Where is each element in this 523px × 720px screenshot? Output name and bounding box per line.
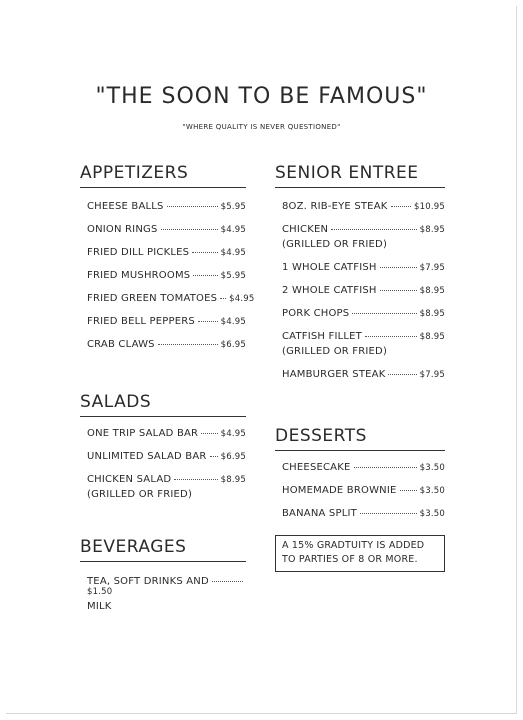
section-heading-salads: SALADS xyxy=(80,392,246,417)
menu-item xyxy=(282,285,445,296)
menu-item-name: CHICKEN xyxy=(282,224,329,235)
menu-item-price: $6.95 xyxy=(220,452,246,462)
menu-item-price: $3.50 xyxy=(419,486,445,496)
menu-item-name: FRIED BELL PEPPERS xyxy=(87,316,195,327)
dot-leader xyxy=(380,267,417,268)
menu-item-name: CHICKEN SALAD xyxy=(87,474,172,485)
menu-item xyxy=(282,262,445,273)
menu-item-price: $6.95 xyxy=(220,340,246,350)
beverages-section xyxy=(80,537,246,612)
menu-item xyxy=(282,462,445,473)
menu-item xyxy=(87,201,246,212)
menu-item-name: UNLIMITED SALAD BAR xyxy=(87,451,207,462)
menu-item-price: $5.95 xyxy=(220,271,246,281)
menu-item xyxy=(87,293,255,304)
menu-item-price: $3.50 xyxy=(419,463,445,473)
menu-item xyxy=(87,224,246,235)
desserts-section xyxy=(275,426,445,519)
salads-section xyxy=(80,392,246,500)
menu-item xyxy=(282,201,445,212)
dot-leader xyxy=(360,513,417,514)
menu-item-price: $1.50 xyxy=(87,587,113,597)
dot-leader xyxy=(210,456,218,457)
gratuity-notice: A 15% GRADTUITY IS ADDED TO PARTIES OF 8 OR MORE. xyxy=(275,535,445,572)
menu-item-price: $4.95 xyxy=(220,429,246,439)
menu-item xyxy=(87,451,246,462)
dot-leader xyxy=(388,374,416,375)
dot-leader xyxy=(167,206,218,207)
menu-item-price: $4.95 xyxy=(220,225,246,235)
dot-leader xyxy=(391,206,412,207)
menu-item-name: 1 WHOLE CATFISH xyxy=(282,262,377,273)
menu-item xyxy=(282,224,445,250)
dot-leader xyxy=(352,313,416,314)
menu-item-name: CHEESE BALLS xyxy=(87,201,164,212)
menu-item xyxy=(282,308,445,319)
beverages-list xyxy=(80,576,246,612)
appetizers-list xyxy=(80,201,255,350)
menu-item-price: $8.95 xyxy=(419,286,445,296)
dot-leader xyxy=(212,581,243,582)
menu-item xyxy=(87,247,246,258)
menu-item xyxy=(87,474,246,500)
senior-entree-section xyxy=(275,163,445,380)
menu-item-price: $8.95 xyxy=(419,225,445,235)
menu-item xyxy=(282,369,445,380)
section-heading-desserts: DESSERTS xyxy=(275,426,445,451)
menu-item-price: $4.95 xyxy=(220,317,246,327)
desserts-list xyxy=(275,462,445,519)
menu-item-price: $7.95 xyxy=(419,263,445,273)
menu-item-name: ONION RINGS xyxy=(87,224,158,235)
menu-item-note: (GRILLED OR FRIED) xyxy=(282,239,388,250)
dot-leader xyxy=(331,229,416,230)
menu-item-price: $8.95 xyxy=(419,309,445,319)
menu-item-price: $4.95 xyxy=(220,248,246,258)
dot-leader xyxy=(174,479,217,480)
menu-item-name: HOMEMADE BROWNIE xyxy=(282,485,397,496)
menu-item-name: HAMBURGER STEAK xyxy=(282,369,386,380)
section-heading-senior-entree: SENIOR ENTREE xyxy=(275,163,445,188)
menu-item-name: 2 WHOLE CATFISH xyxy=(282,285,377,296)
menu-tagline: "WHERE QUALITY IS NEVER QUESTIONED" xyxy=(182,123,341,131)
dot-leader xyxy=(400,490,417,491)
menu-item-note: MILK xyxy=(87,601,112,612)
menu-item xyxy=(87,316,246,327)
menu-item-price: $3.50 xyxy=(419,509,445,519)
section-heading-beverages: BEVERAGES xyxy=(80,537,246,562)
dot-leader xyxy=(365,336,417,337)
menu-item xyxy=(87,428,246,439)
dot-leader xyxy=(201,433,217,434)
dot-leader xyxy=(161,229,218,230)
dot-leader xyxy=(220,298,226,299)
menu-item-price: $8.95 xyxy=(220,475,246,485)
dot-leader xyxy=(198,321,218,322)
menu-item-note: (GRILLED OR FRIED) xyxy=(282,346,388,357)
menu-item xyxy=(282,508,445,519)
menu-item xyxy=(87,576,246,612)
salads-list xyxy=(80,428,246,500)
dot-leader xyxy=(380,290,417,291)
menu-item-price: $5.95 xyxy=(220,202,246,212)
dot-leader xyxy=(158,344,218,345)
menu-item-name: 8OZ. RIB-EYE STEAK xyxy=(282,201,388,212)
menu-item-name: CHEESECAKE xyxy=(282,462,351,473)
menu-item-price: $8.95 xyxy=(419,332,445,342)
menu-item xyxy=(87,270,246,281)
menu-item-note: (GRILLED OR FRIED) xyxy=(87,489,193,500)
menu-item xyxy=(282,485,445,496)
dot-leader xyxy=(193,275,217,276)
menu-item-name: TEA, SOFT DRINKS AND xyxy=(87,576,209,587)
menu-item-name: PORK CHOPS xyxy=(282,308,350,319)
menu-item-name: BANANA SPLIT xyxy=(282,508,357,519)
menu-item-price: $7.95 xyxy=(419,370,445,380)
menu-item-name: FRIED GREEN TOMATOES xyxy=(87,293,218,304)
menu-item-name: CRAB CLAWS xyxy=(87,339,155,350)
menu-item-name: ONE TRIP SALAD BAR xyxy=(87,428,199,439)
senior-entree-list xyxy=(275,201,445,380)
section-heading-appetizers: APPETIZERS xyxy=(80,163,246,188)
dot-leader xyxy=(354,467,417,468)
appetizers-section xyxy=(80,163,255,350)
menu-item-name: FRIED MUSHROOMS xyxy=(87,270,191,281)
menu-item-name: FRIED DILL PICKLES xyxy=(87,247,190,258)
dot-leader xyxy=(192,252,217,253)
menu-item xyxy=(282,331,445,357)
menu-item-price: $10.95 xyxy=(414,202,445,212)
menu-item-price: $4.95 xyxy=(229,294,255,304)
menu-item-name: CATFISH FILLET xyxy=(282,331,362,342)
menu-title: "THE SOON TO BE FAMOUS" xyxy=(95,84,428,109)
menu-item xyxy=(87,339,246,350)
